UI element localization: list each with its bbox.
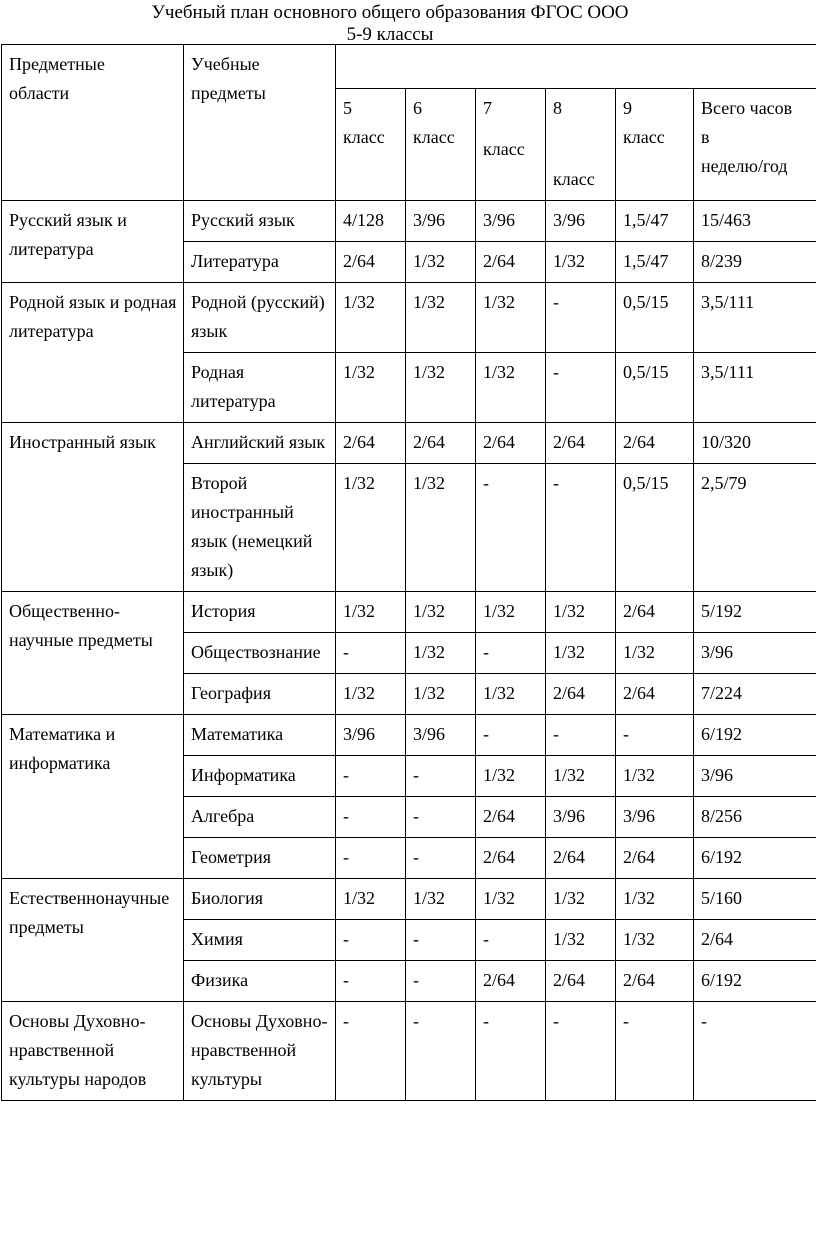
grade-hours-cell: -	[406, 756, 476, 797]
grade-hours-cell: 1/32	[336, 674, 406, 715]
subject-name-cell: Математика	[184, 715, 336, 756]
header-total-line-1: Всего часов	[701, 98, 793, 118]
table-row	[2, 879, 816, 920]
subject-name-cell: Литература	[184, 242, 336, 283]
subject-area-cell: Иностранный язык	[2, 423, 184, 592]
header-row	[2, 45, 816, 89]
subject-name-cell: Родная литература	[184, 353, 336, 423]
table-row	[2, 423, 816, 464]
grade-hours-cell: 1,5/47	[616, 201, 694, 242]
grade-hours-cell: 2/64	[546, 423, 616, 464]
header-grade-6	[406, 89, 476, 201]
table-row	[2, 283, 816, 353]
total-hours-cell: -	[694, 1002, 816, 1101]
grade-hours-cell: -	[546, 353, 616, 423]
grade-hours-cell: 2/64	[476, 838, 546, 879]
subject-area-cell: Общественно-научные предметы	[2, 592, 184, 715]
document-title	[0, 2, 780, 46]
grade-hours-cell: 2/64	[406, 423, 476, 464]
total-hours-cell: 3/96	[694, 756, 816, 797]
total-hours-cell: 6/192	[694, 838, 816, 879]
total-hours-cell: 3,5/111	[694, 353, 816, 423]
grade-hours-cell: 1/32	[476, 756, 546, 797]
grade-hours-cell: 1/32	[336, 592, 406, 633]
grade-hours-cell: 2/64	[616, 423, 694, 464]
subject-name-cell: Родной (русский) язык	[184, 283, 336, 353]
grade-6-word: класс	[413, 127, 455, 147]
grade-5-number: 5	[343, 98, 352, 118]
grade-hours-cell: 1/32	[406, 592, 476, 633]
grade-hours-cell: 1/32	[476, 283, 546, 353]
total-hours-cell: 8/256	[694, 797, 816, 838]
grade-hours-cell: 1/32	[336, 464, 406, 592]
grade-hours-cell: 1/32	[406, 242, 476, 283]
grade-6-number: 6	[413, 98, 422, 118]
grade-hours-cell: 2/64	[476, 423, 546, 464]
grade-hours-cell: 2/64	[546, 961, 616, 1002]
grade-7-number: 7	[483, 98, 492, 118]
grade-hours-cell: 1/32	[476, 353, 546, 423]
grade-hours-cell: 2/64	[476, 242, 546, 283]
subject-area-cell: Родной язык и родная литература	[2, 283, 184, 423]
header-grade-9	[616, 89, 694, 201]
grade-hours-cell: -	[336, 920, 406, 961]
grade-hours-cell: 1/32	[546, 242, 616, 283]
subject-name-cell: Физика	[184, 961, 336, 1002]
grade-hours-cell: 1/32	[616, 633, 694, 674]
grade-hours-cell: 3/96	[406, 201, 476, 242]
header-total-line-3: неделю/год	[701, 156, 788, 176]
header-grades-span	[336, 45, 816, 89]
grade-hours-cell: 1/32	[406, 633, 476, 674]
subject-name-cell: Алгебра	[184, 797, 336, 838]
grade-7-word: класс	[483, 139, 525, 159]
total-hours-cell: 6/192	[694, 715, 816, 756]
grade-hours-cell: 1/32	[406, 464, 476, 592]
grade-hours-cell: 2/64	[616, 961, 694, 1002]
total-hours-cell: 5/192	[694, 592, 816, 633]
total-hours-cell: 3/96	[694, 633, 816, 674]
grade-hours-cell: -	[336, 756, 406, 797]
grade-hours-cell: 0,5/15	[616, 353, 694, 423]
grade-hours-cell: 2/64	[546, 674, 616, 715]
grade-9-number: 9	[623, 98, 632, 118]
grade-hours-cell: -	[546, 283, 616, 353]
grade-hours-cell: -	[336, 838, 406, 879]
header-total-line-2: в	[701, 127, 710, 147]
total-hours-cell: 8/239	[694, 242, 816, 283]
subject-name-cell: Русский язык	[184, 201, 336, 242]
subject-area-cell: Русский язык и литература	[2, 201, 184, 283]
grade-hours-cell: 3/96	[546, 797, 616, 838]
total-hours-cell: 3,5/111	[694, 283, 816, 353]
header-subjects	[184, 45, 336, 201]
grade-hours-cell: 2/64	[616, 592, 694, 633]
grade-hours-cell: -	[406, 1002, 476, 1101]
table-row	[2, 1002, 816, 1101]
header-areas	[2, 45, 184, 201]
subject-name-cell: География	[184, 674, 336, 715]
header-grade-7	[476, 89, 546, 201]
subject-name-cell: Геометрия	[184, 838, 336, 879]
grade-hours-cell: 1/32	[406, 674, 476, 715]
grade-hours-cell: 1/32	[546, 633, 616, 674]
grade-hours-cell: 1/32	[546, 920, 616, 961]
grade-hours-cell: -	[476, 633, 546, 674]
subject-name-cell: Второй иностранный язык (немецкий язык)	[184, 464, 336, 592]
grade-hours-cell: -	[616, 715, 694, 756]
table-row	[2, 201, 816, 242]
header-grade-8	[546, 89, 616, 201]
total-hours-cell: 7/224	[694, 674, 816, 715]
header-grade-5	[336, 89, 406, 201]
grade-hours-cell: 1/32	[476, 674, 546, 715]
header-total	[694, 89, 816, 201]
curriculum-table	[1, 44, 816, 1101]
grade-hours-cell: -	[336, 961, 406, 1002]
total-hours-cell: 6/192	[694, 961, 816, 1002]
grade-hours-cell: -	[336, 633, 406, 674]
grade-hours-cell: -	[406, 797, 476, 838]
grade-hours-cell: 1/32	[406, 879, 476, 920]
grade-hours-cell: 1/32	[406, 353, 476, 423]
grade-hours-cell: -	[336, 1002, 406, 1101]
table-row	[2, 715, 816, 756]
grade-hours-cell: -	[476, 920, 546, 961]
header-areas-line-1: Предметные	[9, 54, 105, 74]
grade-9-word: класс	[623, 127, 665, 147]
header-areas-line-2: области	[9, 83, 70, 103]
grade-hours-cell: -	[476, 715, 546, 756]
subject-name-cell: История	[184, 592, 336, 633]
grade-hours-cell: 3/96	[616, 797, 694, 838]
grade-hours-cell: -	[336, 797, 406, 838]
grade-hours-cell: -	[546, 1002, 616, 1101]
grade-hours-cell: 1,5/47	[616, 242, 694, 283]
grade-hours-cell: 3/96	[406, 715, 476, 756]
grade-hours-cell: 1/32	[406, 283, 476, 353]
subject-name-cell: Биология	[184, 879, 336, 920]
subject-name-cell: Основы Духовно-нравственной культуры	[184, 1002, 336, 1101]
grade-hours-cell: -	[476, 1002, 546, 1101]
grade-hours-cell: 1/32	[616, 756, 694, 797]
grade-hours-cell: -	[546, 464, 616, 592]
grade-hours-cell: 1/32	[336, 353, 406, 423]
header-subjects-line-2: предметы	[191, 83, 266, 103]
grade-hours-cell: 3/96	[336, 715, 406, 756]
total-hours-cell: 2/64	[694, 920, 816, 961]
grade-hours-cell: 0,5/15	[616, 283, 694, 353]
grade-hours-cell: 2/64	[336, 423, 406, 464]
grade-hours-cell: 1/32	[476, 592, 546, 633]
title-line-1: Учебный план основного общего образования ФГОС ООО	[151, 2, 629, 23]
title-line-2: 5-9 классы	[346, 24, 434, 45]
subject-area-cell: Естественнонаучные предметы	[2, 879, 184, 1002]
grade-8-word: класс	[553, 169, 595, 189]
total-hours-cell: 15/463	[694, 201, 816, 242]
total-hours-cell: 5/160	[694, 879, 816, 920]
grade-hours-cell: 2/64	[616, 674, 694, 715]
subject-name-cell: Информатика	[184, 756, 336, 797]
grade-hours-cell: 1/32	[336, 283, 406, 353]
grade-hours-cell: 2/64	[476, 797, 546, 838]
header-subjects-line-1: Учебные	[191, 54, 260, 74]
total-hours-cell: 10/320	[694, 423, 816, 464]
grade-hours-cell: 2/64	[546, 838, 616, 879]
grade-hours-cell: 1/32	[616, 879, 694, 920]
grade-hours-cell: -	[546, 715, 616, 756]
grade-hours-cell: 2/64	[476, 961, 546, 1002]
grade-hours-cell: 3/96	[476, 201, 546, 242]
grade-hours-cell: -	[406, 961, 476, 1002]
subject-name-cell: Химия	[184, 920, 336, 961]
table-row	[2, 592, 816, 633]
grade-hours-cell: 1/32	[546, 592, 616, 633]
grade-hours-cell: 1/32	[336, 879, 406, 920]
grade-hours-cell: 1/32	[616, 920, 694, 961]
grade-8-number: 8	[553, 98, 562, 118]
grade-hours-cell: -	[406, 920, 476, 961]
grade-hours-cell: 0,5/15	[616, 464, 694, 592]
grade-hours-cell: -	[476, 464, 546, 592]
grade-hours-cell: 2/64	[336, 242, 406, 283]
subject-area-cell: Математика и информатика	[2, 715, 184, 879]
grade-hours-cell: 1/32	[546, 879, 616, 920]
subject-area-cell: Основы Духовно-нравственной культуры народов	[2, 1002, 184, 1101]
subject-name-cell: Английский язык	[184, 423, 336, 464]
grade-hours-cell: 1/32	[476, 879, 546, 920]
subject-name-cell: Обществознание	[184, 633, 336, 674]
grade-hours-cell: 4/128	[336, 201, 406, 242]
grade-hours-cell: -	[406, 838, 476, 879]
grade-hours-cell: 1/32	[546, 756, 616, 797]
grade-5-word: класс	[343, 127, 385, 147]
grade-hours-cell: 2/64	[616, 838, 694, 879]
total-hours-cell: 2,5/79	[694, 464, 816, 592]
grade-hours-cell: -	[616, 1002, 694, 1101]
grade-hours-cell: 3/96	[546, 201, 616, 242]
